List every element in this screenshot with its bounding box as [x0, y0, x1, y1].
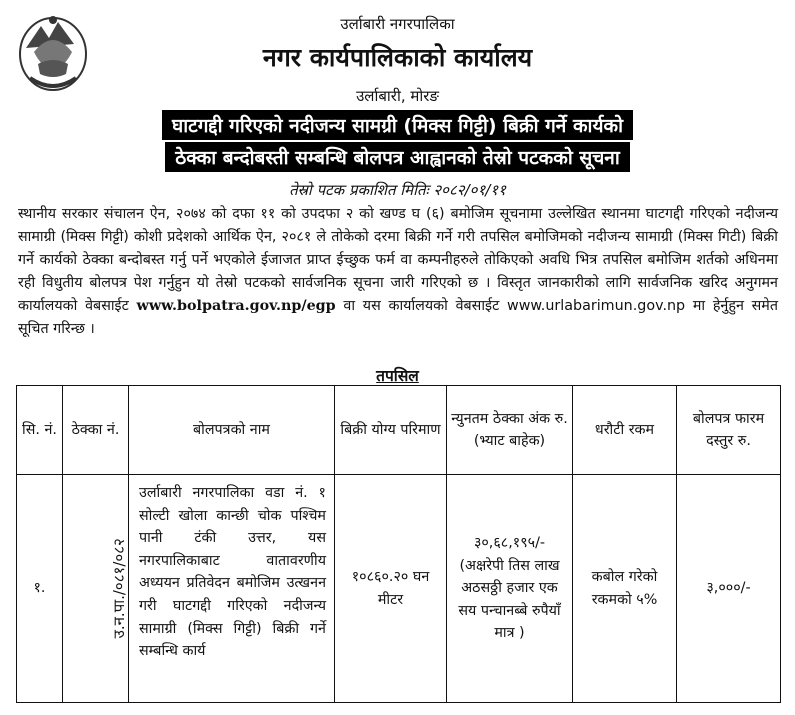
notice-body-part1: स्थानीय सरकार संचालन ऐन, २०७४ को दफा ११ को उपदफा २ को खण्ड घ (६) बमोजिम सूचनामा उल्लेखित स्थानमा घाटगद्दी गरिएको नदीजन्य सामाग्री (मिक्स गिट्टी) कोशी प्रदेशको आर्थिक ऐन, २०८१ ले तोकेको दरमा बिक्री गर्ने गरी तपसिल बमोजिमको नदीजन्य सामाग्री (मिक्स गिटी) बिक्री गर्ने कार्यको ठेक्का बन्दोबस्त गर्नु पर्ने भएकोले ईजाजत प्राप्त ईच्छुक फर्म वा कम्पनीहरुले तोकिएको अवधि भित्र तपसिल बमोजिम शर्तको अधिनमा रही विधुतीय बोलपत्र पेश गर्नुहुन यो तेस्रो पटकको सार्वजनिक सूचना जारी गरिएको छ । विस्तृत जानकारीको लागि सार्वजनिक खरिद अनुगमन कार्यालयको वेबसाईट: [18, 206, 778, 314]
header-form-fee: बोलपत्र फारम दस्तुर रु.: [677, 386, 781, 475]
schedule-table: [16, 385, 781, 703]
cell-min-amount: ३०,६८,१९५/- (अक्षरेपी तिस लाख अठसठ्ठी हजार एक सय पन्चानब्बे रुपैयाँ मात्र ): [447, 475, 573, 703]
office-address: उर्लाबारी, मोरङ: [356, 87, 439, 105]
bolpatra-link[interactable]: www.bolpatra.gov.np/egp: [136, 297, 336, 314]
cell-sn: १.: [17, 475, 63, 703]
contract-number-rotated: उ.न.पा./०८१/०८२: [109, 537, 128, 639]
schedule-title: तपसिल: [376, 367, 419, 385]
header-deposit: धरौटी रकम: [573, 386, 677, 475]
notice-body-part2: वा यस कार्यालयको वेबसाईट www.urlabarimun.gov.np मा हेर्नुहुन समेत सूचित गरिन्छ ।: [18, 297, 778, 337]
cell-form-fee: ३,०००/-: [677, 475, 781, 703]
notice-title-line1: घाटगद्दी गरिएको नदीजन्य सामग्री (मिक्स गिट्टी) बिक्री गर्ने कार्यको: [0, 110, 795, 140]
municipality-name: उर्लाबारी नगरपालिका: [340, 15, 455, 33]
header-quantity: बिक्री योग्य परिमाण: [335, 386, 447, 475]
table-header-row: [17, 386, 781, 475]
published-date: तेस्रो पटक प्रकाशित मितिः २०८२/०१/११: [289, 181, 506, 199]
office-title: नगर कार्यपालिकाको कार्यालय: [262, 43, 533, 72]
cell-bid-name: उर्लाबारी नगरपालिका वडा नं. १ सोल्टी खोला कान्छी चोक पश्चिम पानी टंकी उत्तर, यस नगरपालिकाबाट वातावरणीय अध्ययन प्रतिवेदन बमोजिम उत्खनन गरी घाटगद्दी गरिएको नदीजन्य सामाग्री (मिक्स गिट्टी) बिक्री गर्ने सम्बन्धि कार्य: [129, 475, 335, 703]
table-row: [17, 475, 781, 703]
header-bid-name: बोलपत्रको नाम: [129, 386, 335, 475]
cell-deposit: कबोल गरेको रकमको ५%: [573, 475, 677, 703]
notice-title-line2: ठेक्का बन्दोबस्ती सम्बन्धि बोलपत्र आह्वानको तेस्रो पटकको सूचना: [0, 142, 795, 172]
header-contract-no: ठेक्का नं.: [63, 386, 129, 475]
header-sn: सि. नं.: [17, 386, 63, 475]
cell-quantity: १०८६०.२० घन मीटर: [335, 475, 447, 703]
header-min-amount: न्युनतम ठेक्का अंक रु. (भ्याट बाहेक): [447, 386, 573, 475]
notice-body: [18, 203, 778, 340]
cell-contract-no: [63, 475, 129, 703]
